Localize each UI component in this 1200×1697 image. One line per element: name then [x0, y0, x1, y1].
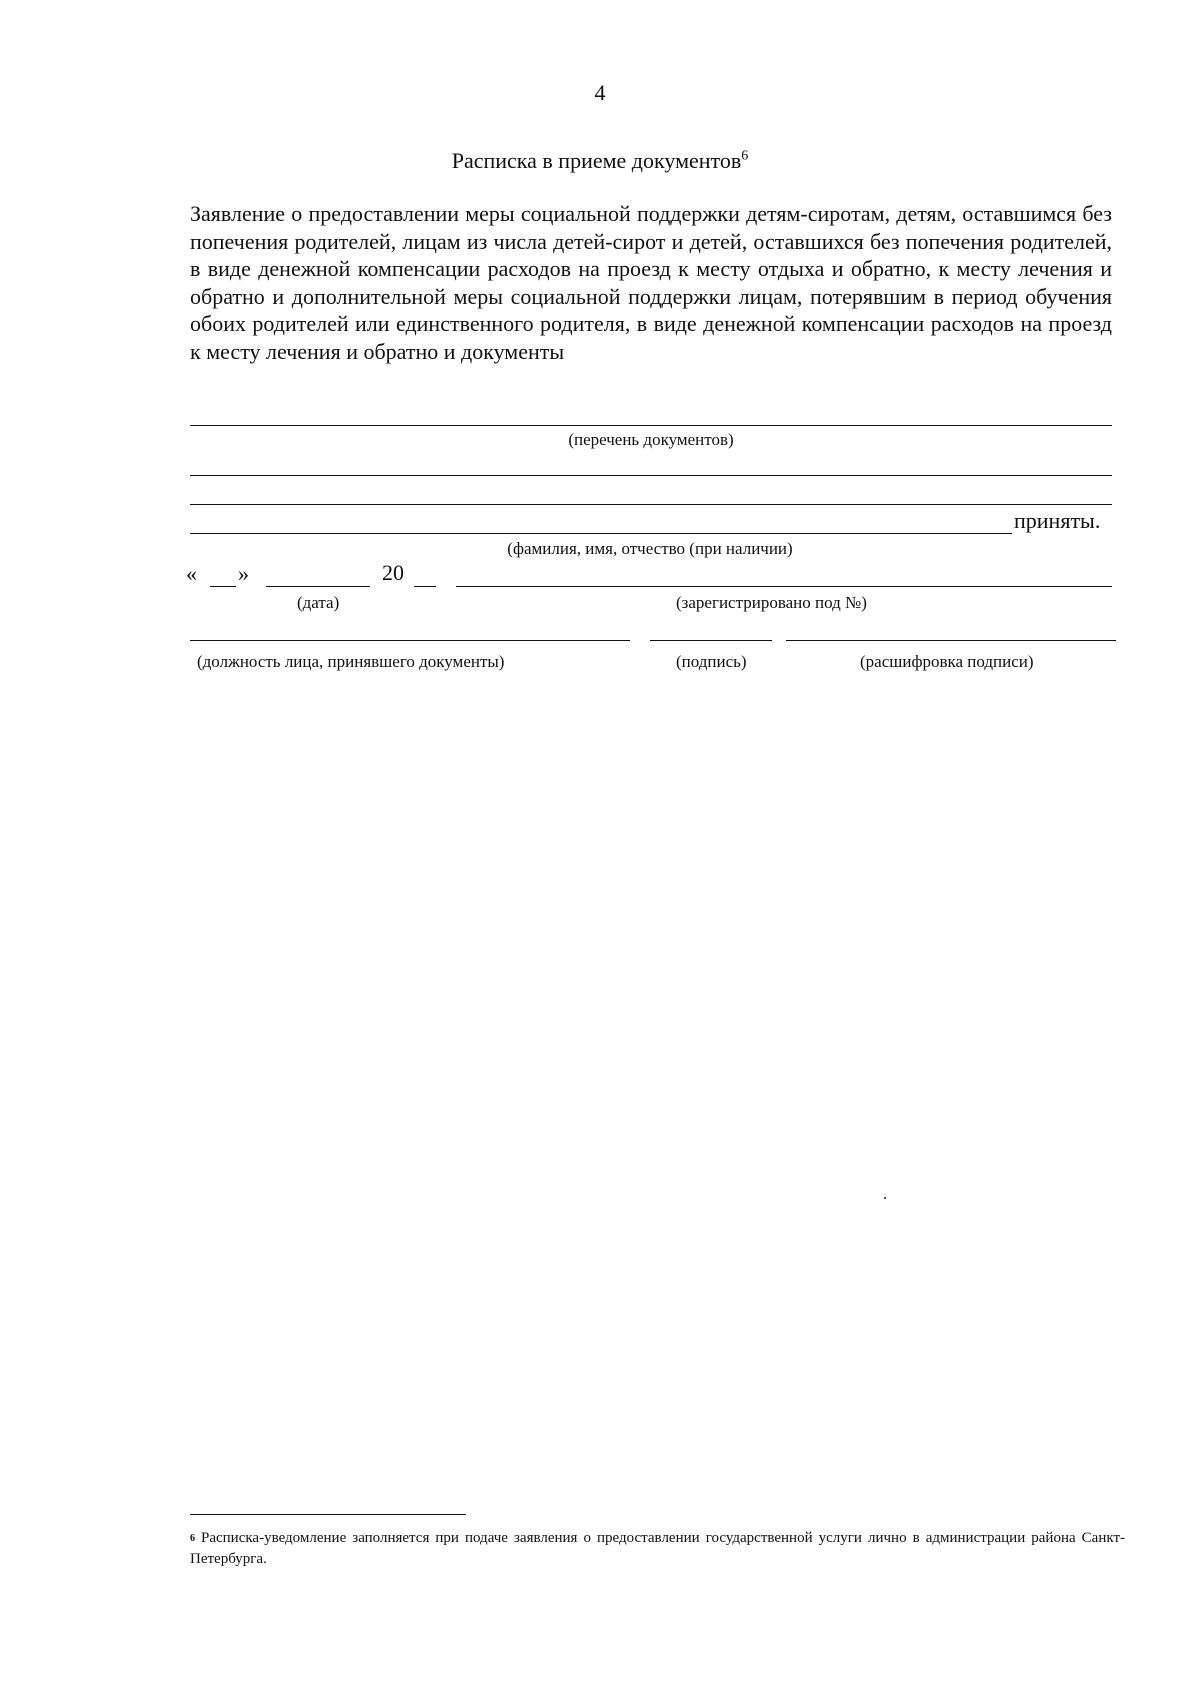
signature-decoding-line[interactable]	[786, 640, 1116, 641]
registration-number-line[interactable]	[456, 586, 1112, 587]
footnote-text: Расписка-уведомление заполняется при подаче заявления о предоставлении государственной услуги лично в администрации района Санкт-Петербурга.	[190, 1530, 1125, 1567]
stray-dot	[884, 1197, 886, 1199]
documents-list-line-2[interactable]	[190, 475, 1112, 476]
date-quote-open: «	[186, 561, 197, 586]
title-footnote-ref: 6	[741, 148, 749, 164]
footnote-marker: 6	[190, 1533, 195, 1544]
documents-list-line-3[interactable]	[190, 504, 1112, 505]
date-month-line[interactable]	[266, 586, 370, 587]
signature-line[interactable]	[650, 640, 772, 641]
document-title	[0, 148, 1200, 174]
signature-caption: (подпись)	[676, 652, 747, 671]
document-title-text: Расписка в приеме документов	[451, 148, 742, 173]
position-caption: (должность лица, принявшего документы)	[197, 652, 505, 671]
accepted-text: приняты.	[1014, 508, 1101, 533]
full-name-caption: (фамилия, имя, отчество (при наличии)	[507, 539, 793, 558]
date-quote-close: »	[238, 561, 249, 586]
footnote	[190, 1528, 1125, 1570]
documents-list-caption: (перечень документов)	[568, 430, 734, 449]
date-year-prefix: 20	[382, 560, 404, 585]
position-line[interactable]	[190, 640, 630, 641]
full-name-line[interactable]	[190, 533, 1012, 534]
date-caption: (дата)	[297, 593, 340, 612]
registered-caption: (зарегистрировано под №)	[676, 593, 867, 612]
date-year-line[interactable]	[414, 586, 436, 587]
page-number: 4	[594, 80, 606, 105]
signature-decoding-caption: (расшифровка подписи)	[860, 652, 1034, 671]
documents-list-line-1[interactable]	[190, 425, 1112, 426]
intro-paragraph: Заявление о предоставлении меры социальной поддержки детям-сиротам, детям, оставшимся без попечения родителей, лицам из числа детей-сирот и детей, оставшихся без попечения родителей, в виде денежной компенсации расходов на проезд к месту отдыха и обратно, к месту лечения и обратно и дополнительной меры социальной поддержки лицам, потерявшим в период обучения обоих родителей или единственного родителя, в виде денежной компенсации расходов на проезд к месту лечения и обратно и документы	[190, 201, 1112, 364]
footnote-separator	[190, 1514, 466, 1515]
date-day-line[interactable]	[210, 586, 236, 587]
